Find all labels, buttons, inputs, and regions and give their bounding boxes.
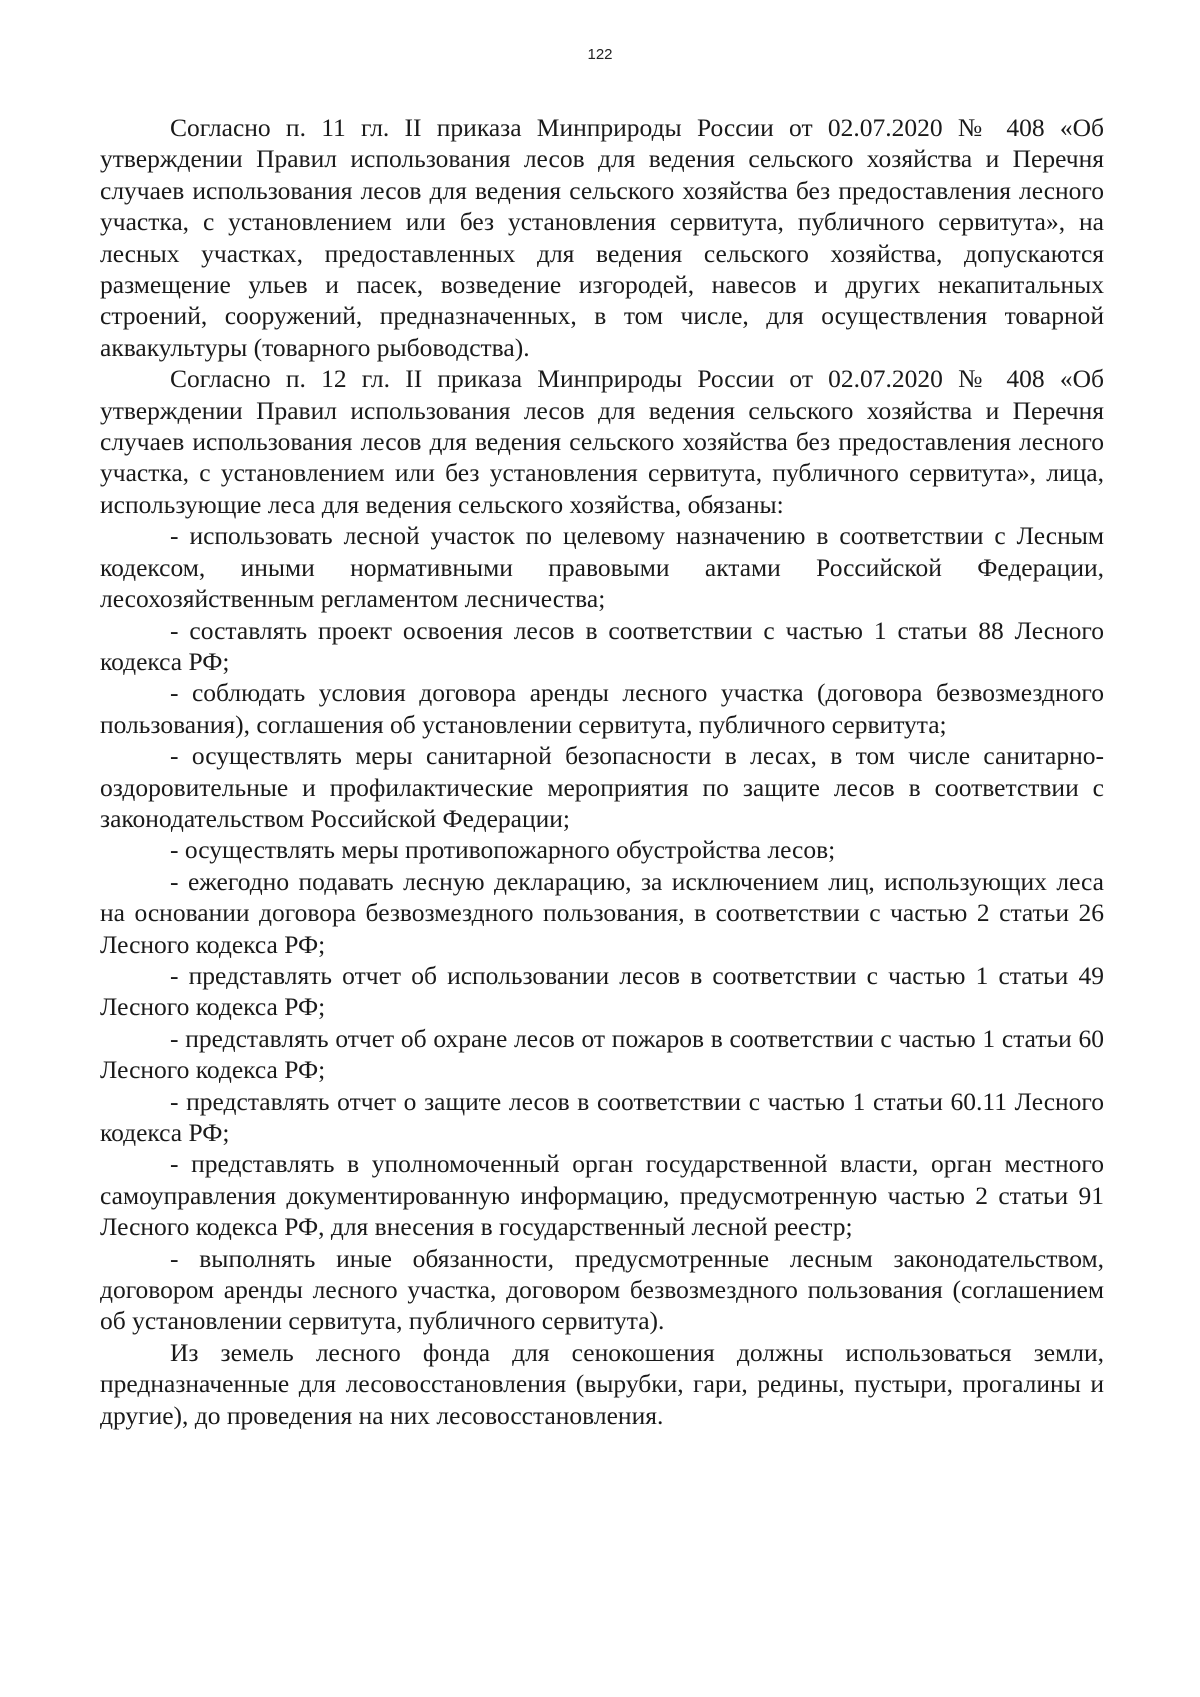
list-item-lease-terms: - соблюдать условия договора аренды лесного участка (договора безвозмездного пользования), соглашения об установлении сервитута, публичного сервитута;: [100, 678, 1104, 739]
paragraph-clause-11: Согласно п. 11 гл. II приказа Минприроды России от 02.07.2020 № 408 «Об утверждении Правил использования лесов для ведения сельского хозяйства и Перечня случаев использования лесов для ведения сельского хозяйства без предоставления лесного участка, с установлением или без установления сервитута, публичного сервитута», на лесных участках, предоставленных для ведения сельского хозяйства, допускаются размещение ульев и пасек, возведение изгородей, навесов и других некапитальных строений, сооружений, предназначенных, в том числе, для осуществления товарной аквакультуры (товарного рыбоводства).: [100, 113, 1104, 362]
page-number: 122: [587, 46, 613, 63]
list-item-fire-protection-report: - представлять отчет об охране лесов от пожаров в соответствии с частью 1 статьи 60 Лесного кодекса РФ;: [100, 1023, 1104, 1085]
list-item-fire-prevention: - осуществлять меры противопожарного обустройства лесов;: [170, 835, 836, 865]
list-item-usage-report: - представлять отчет об использовании лесов в соответствии с частью 1 статьи 49 Лесного кодекса РФ;: [100, 960, 1104, 1022]
list-item-registry-information: - представлять в уполномоченный орган государственной власти, орган местного самоуправления документированную информацию, предусмотренную частью 2 статьи 91 Лесного кодекса РФ, для внесения в государственный лесной реестр;: [100, 1149, 1104, 1242]
list-item-forest-protection-report: - представлять отчет о защите лесов в соответствии с частью 1 статьи 60.11 Лесного кодекса РФ;: [100, 1086, 1104, 1147]
paragraph-haymaking-lands: Из земель лесного фонда для сенокошения должны использоваться земли, предназначенные для лесовосстановления (вырубки, гари, редины, пустыри, прогалины и другие), до проведения на них лесовосстановления.: [100, 1337, 1104, 1430]
document-body: [100, 112, 1104, 1431]
list-item-development-project: - составлять проект освоения лесов в соответствии с частью 1 статьи 88 Лесного кодекса РФ;: [100, 615, 1104, 676]
list-item-use-for-purpose: - использовать лесной участок по целевому назначению в соответствии с Лесным кодексом, иными нормативными правовыми актами Российской Федерации, лесохозяйственным регламентом лесничества;: [100, 521, 1104, 614]
list-item-other-obligations: - выполнять иные обязанности, предусмотренные лесным законодательством, договором аренды лесного участка, договором безвозмездного пользования (соглашением об установлении сервитута, публичного сервитута).: [100, 1243, 1104, 1336]
list-item-sanitary-measures: - осуществлять меры санитарной безопасности в лесах, в том числе санитарно-оздоровительные и профилактические мероприятия по защите лесов в соответствии с законодательством Российской Федерации;: [100, 741, 1104, 833]
paragraph-clause-12: Согласно п. 12 гл. II приказа Минприроды России от 02.07.2020 № 408 «Об утверждении Правил использования лесов для ведения сельского хозяйства и Перечня случаев использования лесов для ведения сельского хозяйства без предоставления лесного участка, с установлением или без установления сервитута, публичного сервитута», лица, использующие леса для ведения сельского хозяйства, обязаны:: [100, 364, 1104, 519]
list-item-forest-declaration: - ежегодно подавать лесную декларацию, за исключением лиц, использующих леса на основании договора безвозмездного пользования, в соответствии с частью 2 статьи 26 Лесного кодекса РФ;: [100, 866, 1104, 959]
